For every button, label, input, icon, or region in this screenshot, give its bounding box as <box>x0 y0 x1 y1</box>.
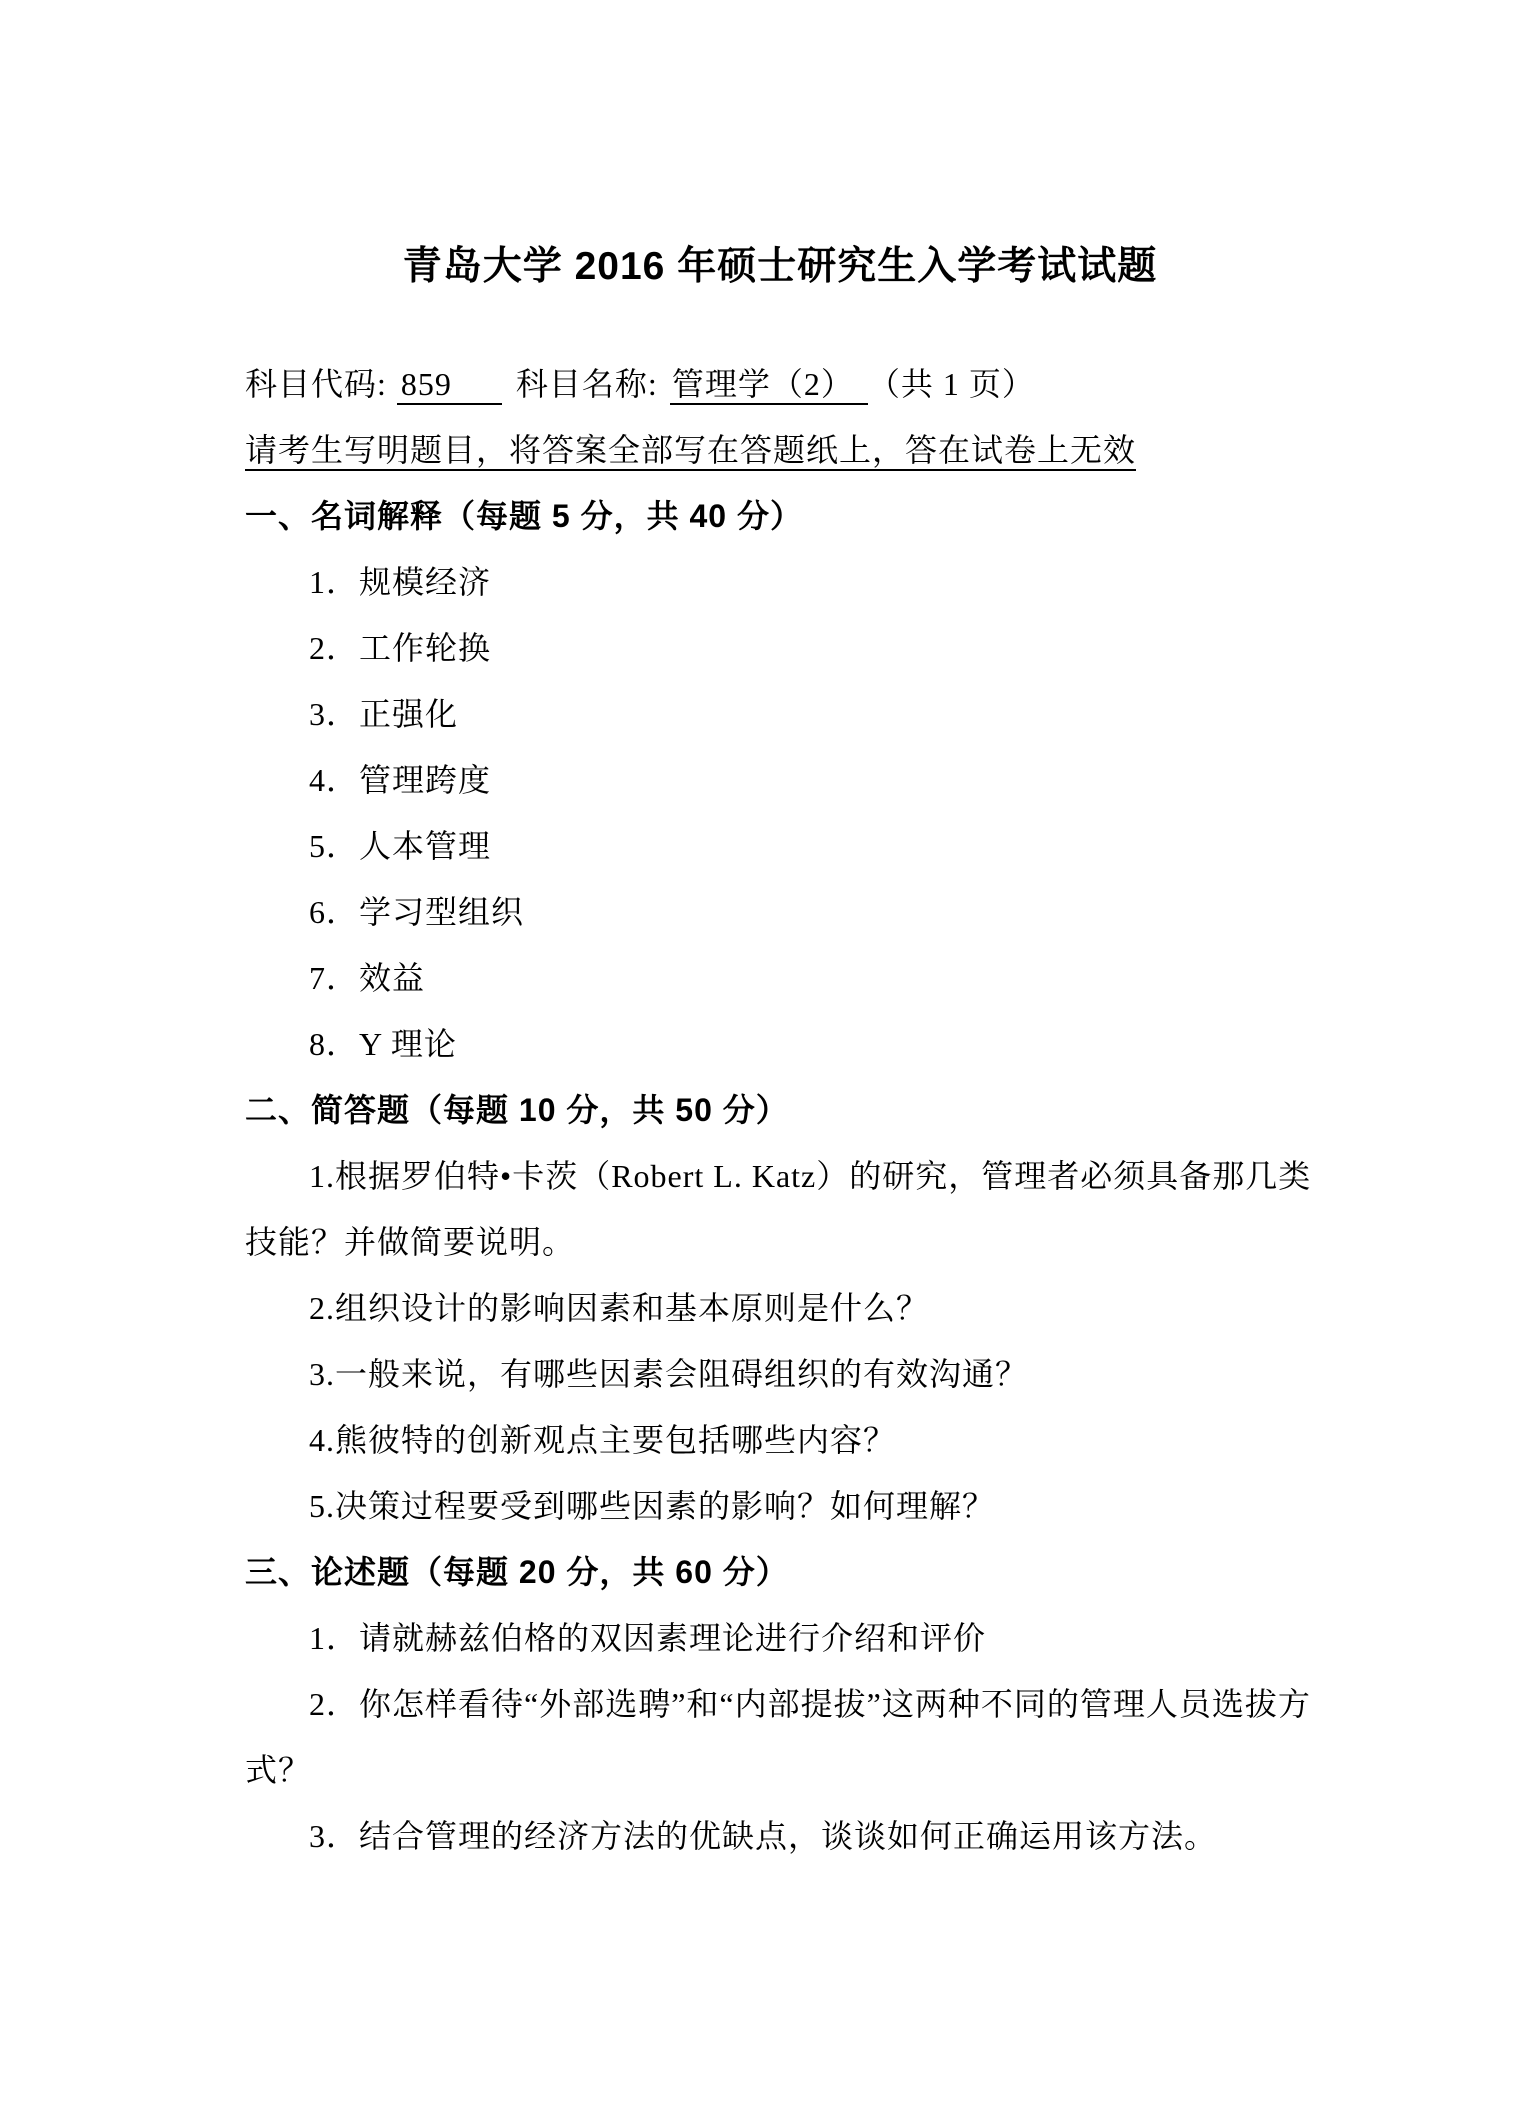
essay-item-3: 3．结合管理的经济方法的优缺点，谈谈如何正确运用该方法。 <box>309 1818 1218 1854</box>
short-answer-item-5: 5.决策过程要受到哪些因素的影响？如何理解？ <box>309 1488 996 1524</box>
term-item-5: 5．人本管理 <box>309 828 492 864</box>
short-answer-item-3: 3.一般来说，有哪些因素会阻碍组织的有效沟通？ <box>309 1356 1029 1392</box>
page-count-note: （共 1 页） <box>883 366 1035 402</box>
term-item-8: 8．Y 理论 <box>309 1026 457 1062</box>
notice-text: 请考生写明题目，将答案全部写在答题纸上，答在试卷上无效 <box>245 432 1136 471</box>
essay-item-2: 2．你怎样看待“外部选聘”和“内部提拔”这两种不同的管理人员选拔方式？ <box>245 1686 1311 1788</box>
section-2-heading: 二、简答题（每题 10 分，共 50 分） <box>245 1092 789 1128</box>
subject-name-label: 科目名称: <box>515 366 658 402</box>
section-3-heading: 三、论述题（每题 20 分，共 60 分） <box>245 1554 789 1590</box>
exam-title: 青岛大学 2016 年硕士研究生入学考试试题 <box>402 245 1158 288</box>
term-item-1: 1．规模经济 <box>309 564 492 600</box>
subject-code-value: 859 <box>397 366 502 405</box>
term-item-2: 2．工作轮换 <box>309 630 492 666</box>
short-answer-item-1: 1.根据罗伯特•卡茨（Robert L. Katz）的研究，管理者必须具备那几类技能？并做简要说明。 <box>245 1158 1312 1260</box>
essay-item-1: 1．请就赫兹伯格的双因素理论进行介绍和评价 <box>309 1620 987 1656</box>
notice-line <box>245 417 1315 483</box>
term-item-6: 6．学习型组织 <box>309 894 525 930</box>
section-1-heading: 一、名词解释（每题 5 分，共 40 分） <box>245 498 803 534</box>
short-answer-item-4: 4.熊彼特的创新观点主要包括哪些内容？ <box>309 1422 897 1458</box>
term-item-3: 3．正强化 <box>309 696 459 732</box>
subject-code-label: 科目代码: <box>245 366 387 402</box>
term-item-7: 7．效益 <box>309 960 426 996</box>
subject-meta-line <box>245 351 1315 417</box>
subject-name-value: 管理学（2） <box>670 366 868 405</box>
short-answer-item-2: 2.组织设计的影响因素和基本原则是什么？ <box>309 1290 930 1326</box>
exam-body <box>245 351 1315 1869</box>
term-item-4: 4．管理跨度 <box>309 762 492 798</box>
